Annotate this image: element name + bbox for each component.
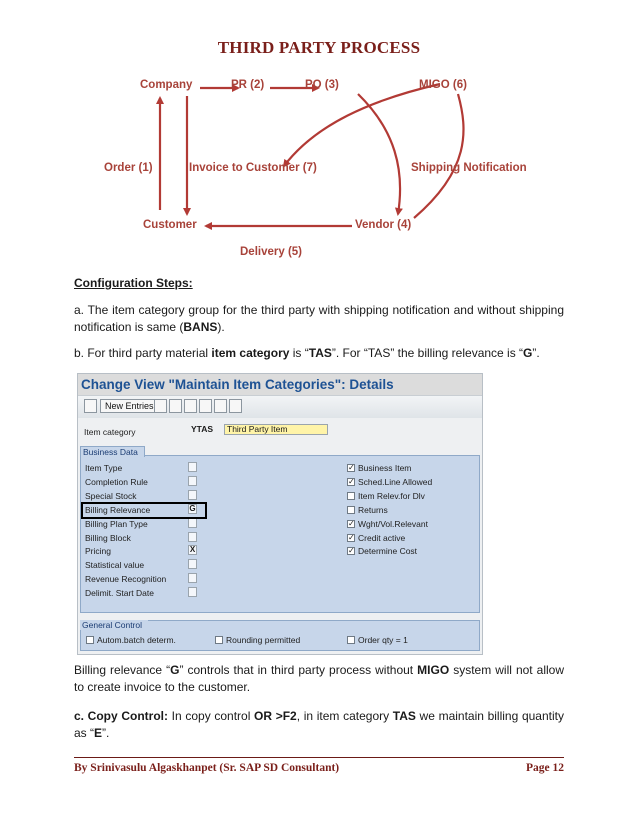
paragraph-c: c. Copy Control: In copy control OR >F2, in item category TAS we maintain billing quantity as “E”.: [74, 709, 564, 740]
node-invoice: Invoice to Customer (7): [189, 162, 317, 174]
node-pr: PR (2): [231, 79, 265, 91]
sap-screen-body: [78, 418, 482, 654]
node-customer: Customer: [143, 219, 197, 231]
arrow-migo-to-invoice: [284, 84, 440, 166]
arrow-po-to-vendor: [358, 94, 400, 214]
checkbox[interactable]: ✓: [348, 532, 355, 542]
field-label: Billing Relevance: [85, 504, 151, 515]
field-value[interactable]: [188, 476, 197, 486]
node-order: Order (1): [104, 162, 153, 174]
general-control-group: [80, 620, 480, 651]
sap-screen-title: Change View "Maintain Item Categories": Details: [81, 377, 394, 392]
checkbox[interactable]: ✓: [348, 546, 355, 556]
field-label: Delimit. Start Date: [85, 588, 154, 599]
node-delivery: Delivery (5): [240, 246, 303, 258]
checkbox[interactable]: [347, 492, 355, 500]
footer-page-number: Page 12: [525, 762, 564, 774]
checkbox[interactable]: ✓: [348, 476, 355, 486]
checkbox-label: Sched.Line Allowed: [358, 476, 433, 487]
field-label: Completion Rule: [85, 476, 148, 487]
node-vendor: Vendor (4): [355, 219, 412, 231]
configuration-heading: Configuration Steps:: [74, 276, 193, 290]
field-label: Revenue Recognition: [85, 574, 167, 585]
business-data-tab: Business Data: [80, 446, 145, 457]
node-po: PO (3): [305, 79, 339, 91]
field-label: Pricing: [85, 546, 111, 557]
field-value[interactable]: G: [189, 503, 196, 513]
node-migo: MIGO (6): [419, 79, 467, 91]
checkbox[interactable]: ✓: [348, 518, 355, 528]
node-company: Company: [140, 79, 193, 91]
node-shipping: Shipping Notification: [411, 162, 527, 174]
checkbox-label: Rounding permitted: [226, 635, 301, 645]
field-value[interactable]: [188, 518, 197, 528]
checkbox[interactable]: [347, 506, 355, 514]
page-title: THIRD PARTY PROCESS: [217, 38, 421, 57]
field-value[interactable]: [188, 462, 197, 472]
paragraph-a: a. The item category group for the third party with shipping notification and without shipping notification is same (BANS).: [74, 303, 564, 334]
copy-icon[interactable]: [154, 399, 167, 413]
arrow-shipping-to-migo: [414, 94, 464, 218]
next-entry-icon[interactable]: [214, 399, 227, 413]
field-value[interactable]: [188, 559, 197, 569]
general-control-tab: General Control: [80, 620, 148, 630]
field-value[interactable]: [188, 573, 197, 583]
business-data-group: [80, 447, 480, 613]
checkbox-label: Item Relev.for Dlv: [358, 490, 425, 501]
checkbox-label: Determine Cost: [358, 546, 418, 557]
item-category-field: YTAS: [188, 424, 216, 435]
billing-relevance-highlight: [81, 502, 207, 519]
paragraph-b: b. For third party material item category is “TAS”. For “TAS” the billing relevance is “G”.: [74, 346, 540, 360]
field-value[interactable]: [188, 587, 197, 597]
footer-author: By Srinivasulu Algaskhanpet (Sr. SAP SD Consultant): [74, 762, 340, 774]
delete-icon[interactable]: [169, 399, 182, 413]
checkbox[interactable]: [215, 636, 223, 644]
checkbox[interactable]: [86, 636, 94, 644]
checkbox-label: Autom.batch determ.: [97, 635, 176, 645]
field-label: Special Stock: [85, 490, 137, 501]
item-category-label: Item category: [84, 427, 136, 437]
field-value[interactable]: [188, 490, 197, 500]
field-value[interactable]: X: [189, 545, 196, 555]
checkbox-label: Returns: [358, 504, 388, 515]
checkbox-label: Business Item: [358, 463, 412, 473]
checkbox-label: Order qty = 1: [358, 635, 408, 645]
field-label: Item Type: [85, 463, 123, 473]
checkbox-label: Wght/Vol.Relevant: [358, 518, 428, 529]
field-label: Billing Plan Type: [85, 518, 148, 529]
new-entries-button[interactable]: New Entries: [100, 399, 159, 413]
checkbox-label: Credit active: [358, 532, 406, 543]
select-all-icon[interactable]: [229, 399, 242, 413]
sap-toolbar: [78, 395, 482, 419]
process-flow-diagram: [0, 0, 638, 270]
sap-item-category-screen: [77, 373, 483, 655]
field-label: Billing Block: [85, 532, 131, 543]
checkbox[interactable]: ✓: [348, 463, 355, 472]
footer-rule: [74, 757, 564, 758]
display-change-icon[interactable]: [84, 399, 97, 413]
field-label: Statistical value: [85, 560, 145, 571]
paragraph-billing: Billing relevance “G” controls that in third party process without MIGO system will not allow to create invoice to the customer.: [74, 663, 565, 694]
undo-icon[interactable]: [184, 399, 197, 413]
previous-entry-icon[interactable]: [199, 399, 212, 413]
field-value[interactable]: [188, 532, 197, 542]
checkbox[interactable]: [347, 636, 355, 644]
item-category-description-field[interactable]: Third Party Item: [224, 424, 328, 435]
